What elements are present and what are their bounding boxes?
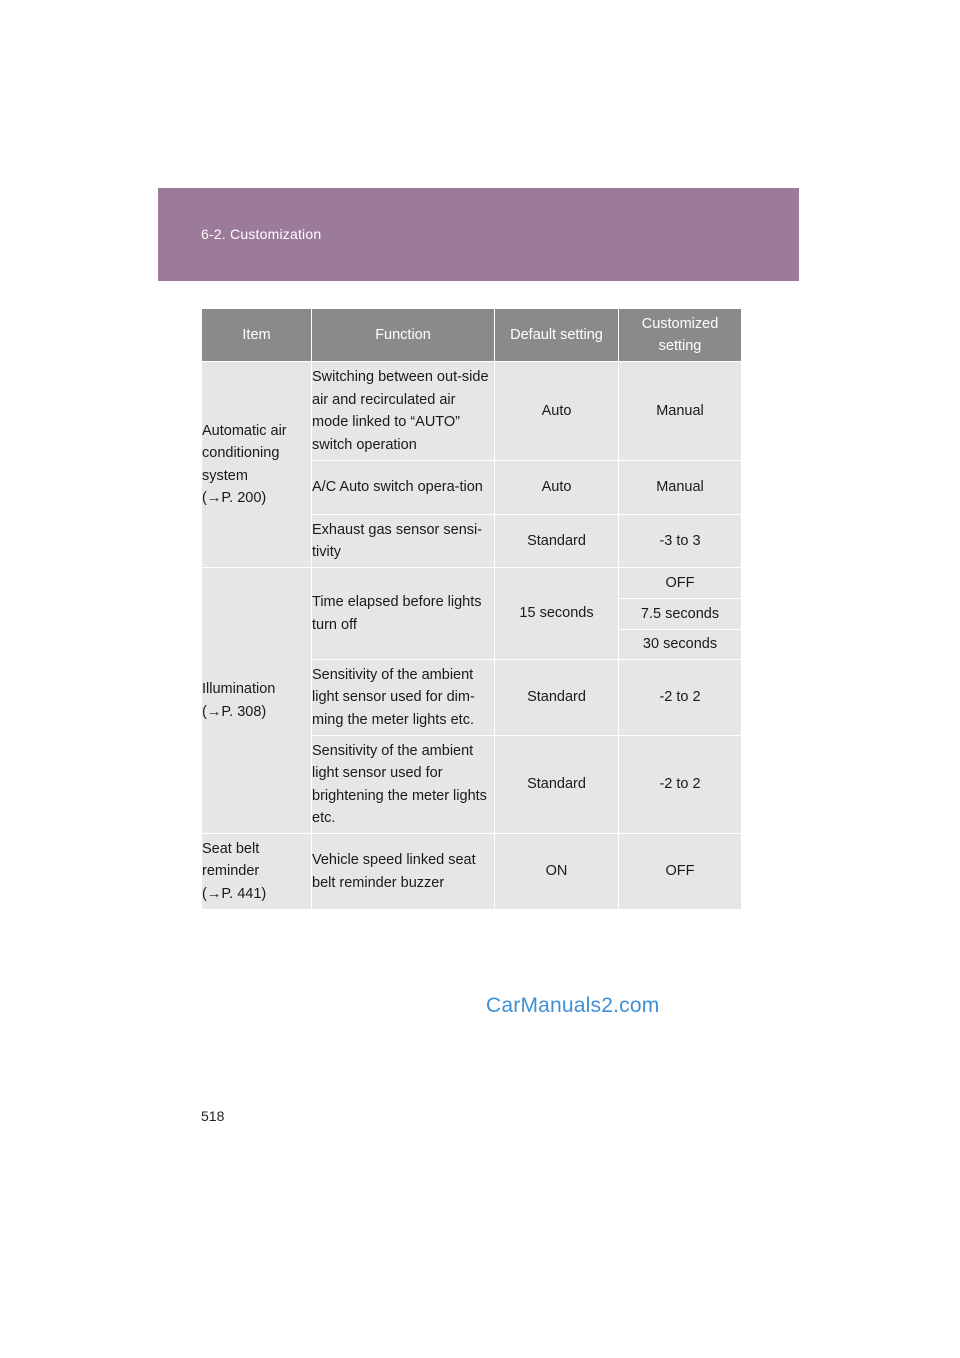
page-reference: (→P. 200): [202, 490, 267, 506]
section-title: 6-2. Customization: [201, 226, 322, 242]
default-setting-cell: Standard: [495, 736, 619, 834]
page-number: 518: [201, 1108, 225, 1124]
table-row: [202, 834, 742, 910]
table-row: [202, 568, 742, 599]
default-setting-cell: Auto: [495, 362, 619, 461]
customized-setting-cell: Manual: [619, 461, 742, 515]
default-setting-cell: 15 seconds: [495, 568, 619, 660]
default-setting-cell: Auto: [495, 461, 619, 515]
customized-setting-cell: OFF: [619, 834, 742, 910]
function-cell: Time elapsed before lights turn off: [312, 568, 495, 660]
default-setting-cell: Standard: [495, 515, 619, 568]
function-cell: A/C Auto switch opera-tion: [312, 461, 495, 515]
function-cell: Sensitivity of the ambient light sensor used for dim-ming the meter lights etc.: [312, 660, 495, 736]
page-reference: (→P. 441): [202, 885, 267, 902]
item-cell-illumination: [202, 568, 312, 834]
customization-table: [201, 308, 742, 910]
table-header-row: [202, 309, 742, 362]
item-label: Seat belt reminder: [202, 840, 260, 880]
customized-setting-cell: 7.5 seconds: [619, 599, 742, 630]
function-cell: Sensitivity of the ambient light sensor used for brightening the meter lights etc.: [312, 736, 495, 834]
table-row: [202, 362, 742, 461]
watermark-link[interactable]: CarManuals2.com: [486, 994, 660, 1017]
item-cell-air-conditioning: [202, 362, 312, 568]
customized-setting-cell: Manual: [619, 362, 742, 461]
customized-setting-cell: -3 to 3: [619, 515, 742, 568]
item-label: Automatic air conditioning system: [202, 422, 287, 484]
column-header-customized: Customized setting: [619, 309, 742, 362]
header-bar: [158, 188, 799, 281]
column-header-function: Function: [312, 309, 495, 362]
default-setting-cell: ON: [495, 834, 619, 910]
column-header-item: Item: [202, 309, 312, 362]
function-cell: Exhaust gas sensor sensi-tivity: [312, 515, 495, 568]
customized-setting-cell: 30 seconds: [619, 630, 742, 660]
customized-setting-cell: -2 to 2: [619, 736, 742, 834]
column-header-default: Default setting: [495, 309, 619, 362]
item-label: Illumination: [202, 681, 276, 697]
function-cell: Vehicle speed linked seat belt reminder buzzer: [312, 834, 495, 910]
item-cell-seat-belt: [202, 834, 312, 910]
function-cell: Switching between out-side air and recirculated air mode linked to “AUTO” switch operation: [312, 362, 495, 461]
customized-setting-cell: -2 to 2: [619, 660, 742, 736]
page-reference: (→P. 308): [202, 703, 267, 720]
default-setting-cell: Standard: [495, 660, 619, 736]
customized-setting-cell: OFF: [619, 568, 742, 599]
